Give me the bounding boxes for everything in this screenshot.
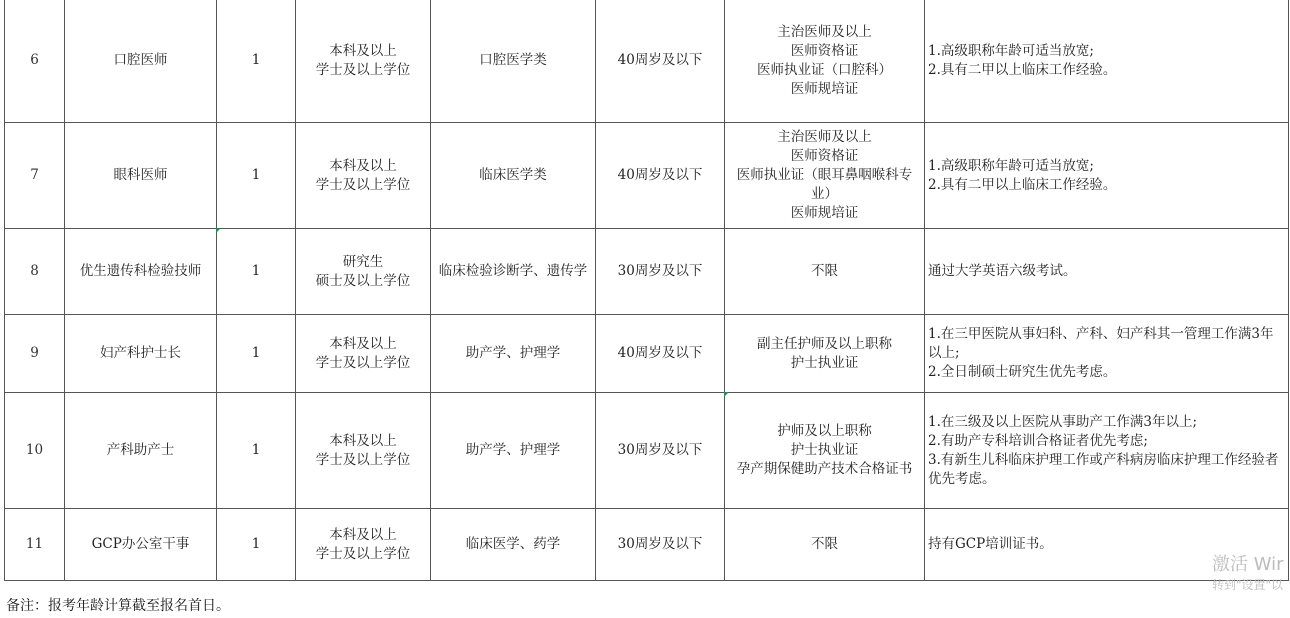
education-requirement: 研究生 硕士及以上学位 <box>296 229 431 315</box>
major-requirement: 临床医学类 <box>431 123 596 229</box>
headcount: 1 <box>217 123 296 229</box>
row-number: 10 <box>5 393 65 509</box>
position-name: 产科助产士 <box>65 393 217 509</box>
table-row <box>5 123 1289 229</box>
age-requirement: 40周岁及以下 <box>596 0 725 123</box>
row-number: 8 <box>5 229 65 315</box>
qualification-requirement: 不限 <box>725 229 925 315</box>
education-requirement: 本科及以上 学士及以上学位 <box>296 123 431 229</box>
other-requirements: 持有GCP培训证书。 <box>925 509 1289 581</box>
table-row <box>5 229 1289 315</box>
age-requirement: 40周岁及以下 <box>596 315 725 393</box>
other-requirements: 1.在三甲医院从事妇科、产科、妇产科其一管理工作满3年以上; 2.全日制硕士研究生优先考虑。 <box>925 315 1289 393</box>
headcount: 1 <box>217 0 296 123</box>
headcount: 1 <box>217 315 296 393</box>
headcount: 1 <box>217 509 296 581</box>
age-requirement: 30周岁及以下 <box>596 229 725 315</box>
qualification-requirement: 不限 <box>725 509 925 581</box>
other-requirements: 1.高级职称年龄可适当放宽; 2.具有二甲以上临床工作经验。 <box>925 0 1289 123</box>
other-requirements: 1.在三级及以上医院从事助产工作满3年以上; 2.有助产专科培训合格证者优先考虑; 3.有新生儿科临床护理工作或产科病房临床护理工作经验者优先考虑。 <box>925 393 1289 509</box>
qualification-requirement: 副主任护师及以上职称 护士执业证 <box>725 315 925 393</box>
major-requirement: 助产学、护理学 <box>431 393 596 509</box>
position-name: 妇产科护士长 <box>65 315 217 393</box>
activation-watermark <box>1212 553 1284 593</box>
position-name: 眼科医师 <box>65 123 217 229</box>
row-number: 6 <box>5 0 65 123</box>
education-requirement: 本科及以上 学士及以上学位 <box>296 509 431 581</box>
cell-comment-marker <box>724 392 729 397</box>
qualification-requirement: 主治医师及以上 医师资格证 医师执业证（眼耳鼻咽喉科专业） 医师规培证 <box>725 123 925 229</box>
major-requirement: 助产学、护理学 <box>431 315 596 393</box>
footnote: 备注：报考年龄计算截至报名首日。 <box>6 598 230 614</box>
recruitment-table <box>4 0 1289 581</box>
table-row <box>5 315 1289 393</box>
age-requirement: 40周岁及以下 <box>596 123 725 229</box>
position-name: GCP办公室干事 <box>65 509 217 581</box>
qualification-requirement: 主治医师及以上 医师资格证 医师执业证（口腔科） 医师规培证 <box>725 0 925 123</box>
age-requirement: 30周岁及以下 <box>596 509 725 581</box>
other-requirements: 1.高级职称年龄可适当放宽; 2.具有二甲以上临床工作经验。 <box>925 123 1289 229</box>
table-row <box>5 393 1289 509</box>
row-number: 7 <box>5 123 65 229</box>
major-requirement: 临床医学、药学 <box>431 509 596 581</box>
watermark-line2: 转到"设置"以 <box>1212 578 1284 592</box>
major-requirement: 口腔医学类 <box>431 0 596 123</box>
position-name: 优生遗传科检验技师 <box>65 229 217 315</box>
headcount: 1 <box>217 393 296 509</box>
education-requirement: 本科及以上 学士及以上学位 <box>296 393 431 509</box>
table-row <box>5 0 1289 123</box>
education-requirement: 本科及以上 学士及以上学位 <box>296 315 431 393</box>
qualification-requirement: 护师及以上职称 护士执业证 孕产期保健助产技术合格证书 <box>725 393 925 509</box>
cell-comment-marker <box>216 228 221 233</box>
watermark-line1: 激活 Wir <box>1212 554 1284 575</box>
major-requirement: 临床检验诊断学、遗传学 <box>431 229 596 315</box>
table-row <box>5 509 1289 581</box>
other-requirements: 通过大学英语六级考试。 <box>925 229 1289 315</box>
headcount: 1 <box>217 229 296 315</box>
row-number: 11 <box>5 509 65 581</box>
education-requirement: 本科及以上 学士及以上学位 <box>296 0 431 123</box>
position-name: 口腔医师 <box>65 0 217 123</box>
row-number: 9 <box>5 315 65 393</box>
age-requirement: 30周岁及以下 <box>596 393 725 509</box>
